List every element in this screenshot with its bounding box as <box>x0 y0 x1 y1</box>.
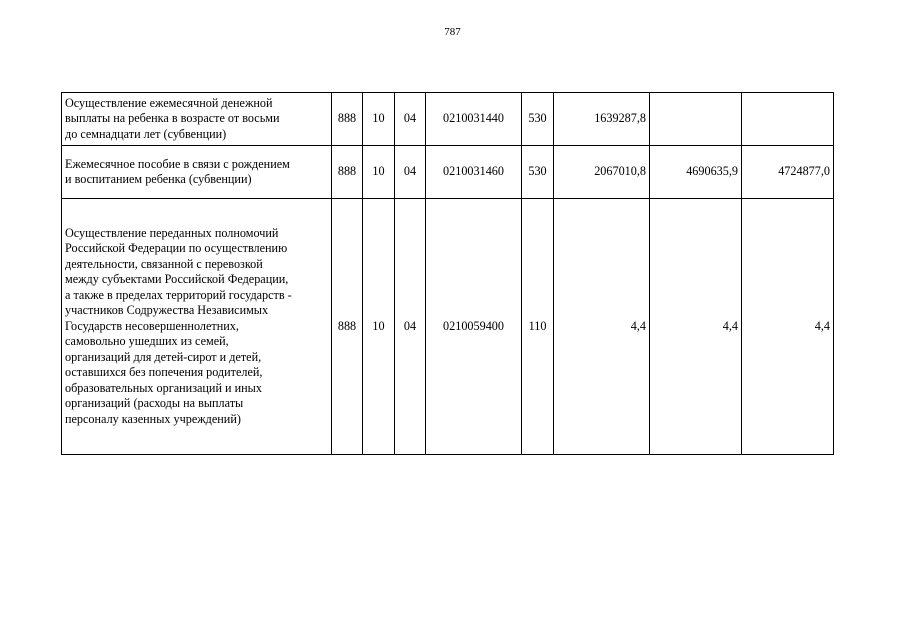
subsection-code-cell: 04 <box>395 93 426 146</box>
expense-type-cell: 110 <box>522 199 554 455</box>
section-code-cell: 10 <box>363 93 395 146</box>
amount-year3-cell: 4724877,0 <box>742 146 834 199</box>
amount-year1-cell: 2067010,8 <box>554 146 650 199</box>
row-description-cell <box>62 199 332 455</box>
amount-year1-cell: 4,4 <box>554 199 650 455</box>
section-code-cell: 10 <box>363 146 395 199</box>
row-description: Осуществление переданных полномочий Российской Федерации по осуществлению деятельности, связанной с перевозкой между субъектами Российской Федерации, а также в пределах территорий государств - участников Содружества Независимых Государств несовершеннолетних, самовольно ушедших из семей, организаций для детей-сирот и детей, оставшихся без попечения родителей, образовательных организаций и иных организаций (расходы на выплаты персоналу казенных учреждений) <box>65 225 292 426</box>
ministry-code-cell: 888 <box>332 146 363 199</box>
expense-type-cell: 530 <box>522 146 554 199</box>
amount-year1-cell: 1639287,8 <box>554 93 650 146</box>
table-row <box>62 199 834 455</box>
subsection-code-cell: 04 <box>395 146 426 199</box>
budget-table <box>61 92 834 455</box>
target-article-cell: 0210059400 <box>426 199 522 455</box>
table-row <box>62 93 834 146</box>
ministry-code-cell: 888 <box>332 199 363 455</box>
target-article-cell: 0210031460 <box>426 146 522 199</box>
row-description-cell <box>62 146 332 199</box>
section-code-cell: 10 <box>363 199 395 455</box>
page-number: 787 <box>444 26 461 38</box>
amount-year3-cell <box>742 93 834 146</box>
expense-type-cell: 530 <box>522 93 554 146</box>
row-description-cell <box>62 93 332 146</box>
table-row <box>62 146 834 199</box>
ministry-code-cell: 888 <box>332 93 363 146</box>
amount-year2-cell: 4,4 <box>650 199 742 455</box>
row-description: Ежемесячное пособие в связи с рождением и воспитанием ребенка (субвенции) <box>65 156 290 186</box>
target-article-cell: 0210031440 <box>426 93 522 146</box>
amount-year2-cell: 4690635,9 <box>650 146 742 199</box>
amount-year2-cell <box>650 93 742 146</box>
subsection-code-cell: 04 <box>395 199 426 455</box>
row-description: Осуществление ежемесячной денежной выплаты на ребенка в возрасте от восьми до семнадцати лет (субвенции) <box>65 95 280 141</box>
amount-year3-cell: 4,4 <box>742 199 834 455</box>
